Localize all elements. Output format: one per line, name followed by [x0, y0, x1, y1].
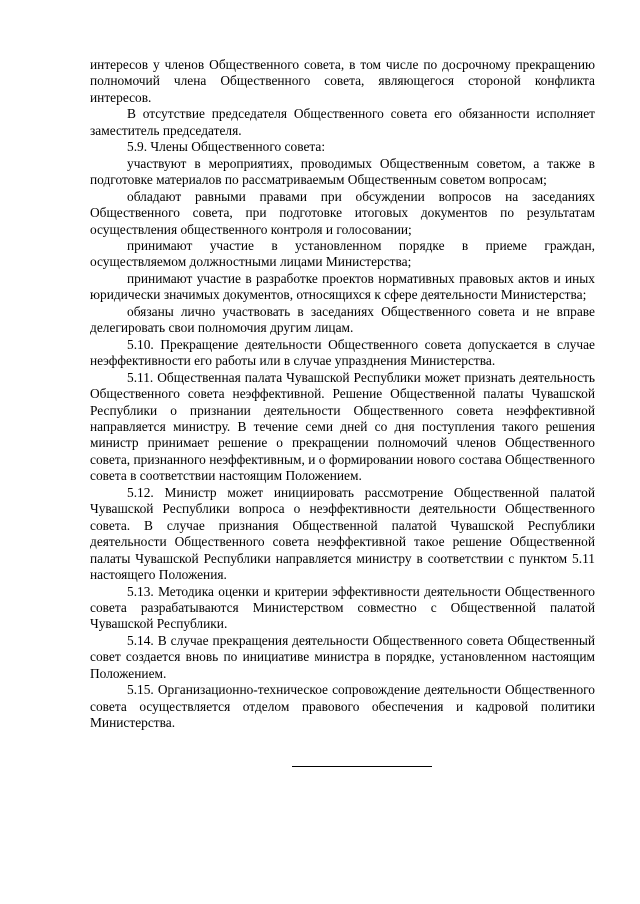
- paragraph-5-9-citizen-reception: принимают участие в установленном порядке в приеме граждан, осуществляемом должностными лицами Министерства;: [90, 237, 595, 270]
- paragraph-5-9-heading: 5.9. Члены Общественного совета:: [127, 139, 326, 155]
- paragraph-deputy-chair: В отсутствие председателя Общественного совета его обязанности исполняет заместитель председателя.: [90, 106, 595, 138]
- end-of-document-rule: [292, 766, 432, 767]
- paragraph-conflict-interest: интересов у членов Общественного совета, в том числе по досрочному прекращению полномочий члена Общественного совета, являющегося стороной конфликта интересов.: [90, 57, 595, 105]
- paragraph-5-9-draft-acts: принимают участие в разработке проектов нормативных правовых актов и иных юридически значимых документов, относящихся к сфере деятельности Министерства;: [90, 270, 595, 303]
- paragraph-5-9-participate: участвуют в мероприятиях, проводимых Общественным советом, а также в подготовке материалов по рассматриваемым Общественным советом вопросам;: [90, 155, 595, 188]
- paragraph-5-10: 5.10. Прекращение деятельности Общественного совета допускается в случае неэффективности его работы или в случае упразднения Министерства.: [90, 336, 595, 369]
- paragraph-5-9-equal-rights: обладают равными правами при обсуждении вопросов на заседаниях Общественного совета, при подготовке итоговых документов по результатам осуществления общественного контроля и голосовании;: [90, 188, 595, 237]
- paragraph-5-11: 5.11. Общественная палата Чувашской Республики может признать деятельность Общественного совета неэффективной. Решение Общественной палаты Чувашской Республики о признании деятельности Общественного совета неэффективной направляется министру. В течение семи дней со дня поступления такого решения министр принимает решение о прекращении полномочий членов Общественного совета, признанного неэффективным, и о формировании нового состава Общественного совета в соответствии настоящим Положением.: [90, 369, 595, 484]
- paragraph-5-13: 5.13. Методика оценки и критерии эффективности деятельности Общественного совета разрабатываются Министерством совместно с Общественной палатой Чувашской Республики.: [90, 583, 595, 632]
- document-body: [90, 57, 595, 732]
- paragraph-5-12: 5.12. Министр может инициировать рассмотрение Общественной палатой Чувашской Республики вопроса о неэффективности деятельности Общественного совета. В случае признания Общественной палатой Чувашской Республики деятельности Общественного совета неэффективной такое решение Общественной палаты Чувашской Республики направляется министру в соответствии с пунктом 5.11 настоящего Положения.: [90, 484, 595, 583]
- paragraph-5-9-obligations: обязаны лично участвовать в заседаниях Общественного совета и не вправе делегировать свои полномочия другим лицам.: [90, 303, 595, 336]
- paragraph-5-14: 5.14. В случае прекращения деятельности Общественного совета Общественный совет создается вновь по инициативе министра в порядке, установленном настоящим Положением.: [90, 632, 595, 681]
- paragraph-5-15: 5.15. Организационно-техническое сопровождение деятельности Общественного совета осуществляется отделом правового обеспечения и кадровой политики Министерства.: [90, 682, 595, 731]
